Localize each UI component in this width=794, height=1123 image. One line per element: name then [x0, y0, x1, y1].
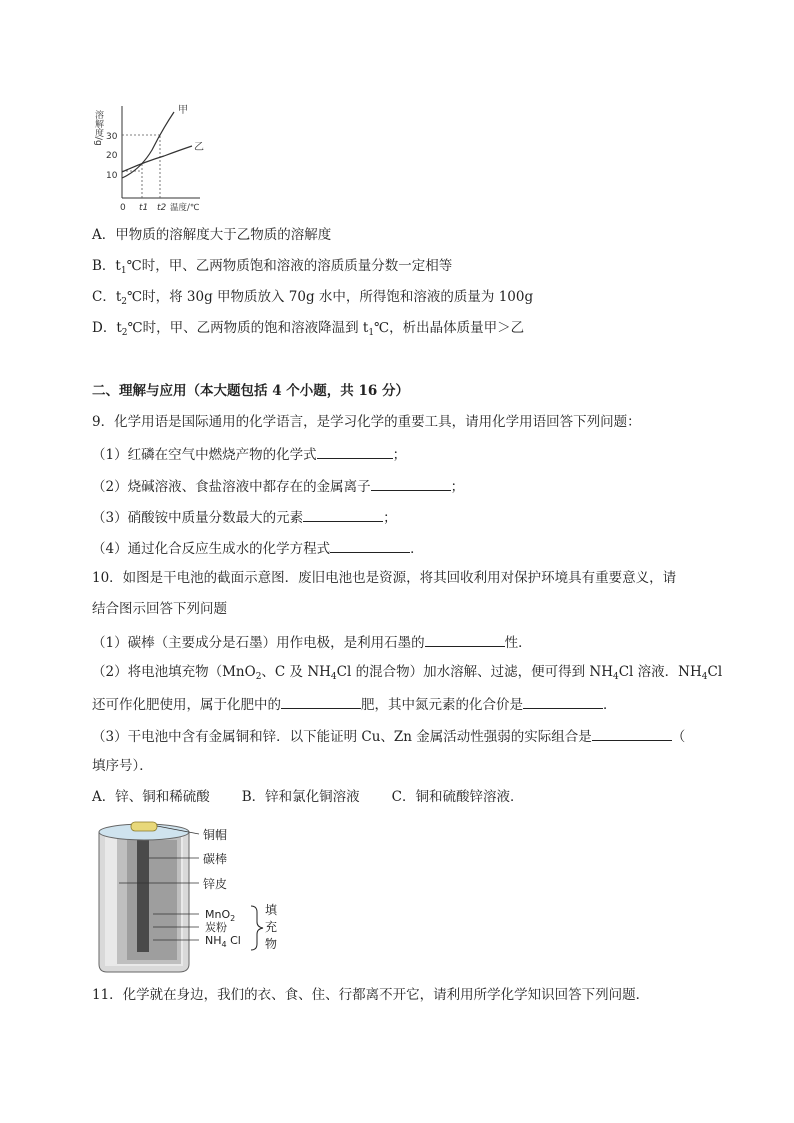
carbon-rod: [137, 834, 149, 952]
q10-part3-line2: 填序号）．: [92, 758, 153, 774]
answer-blank[interactable]: [281, 694, 361, 709]
y-tick-30: 30: [106, 132, 118, 142]
section-title: 二、理解与应用（本大题包括 4 个小题，共 16 分）: [92, 383, 409, 399]
option-d: D．$t_2℃$时，甲、乙两物质的饱和溶液降温到 $t_1℃$，析出晶体质量甲＞乙: [92, 320, 525, 338]
filler-char-2: 充: [265, 920, 278, 934]
q10-option-c: C．铜和硫酸锌溶液．: [391, 789, 524, 805]
label-jia: 甲: [178, 105, 188, 116]
q9-stem: 9．化学用语是国际通用的化学语言，是学习化学的重要工具，请用化学用语回答下列问题：: [92, 414, 641, 430]
label-nh4cl: $NH_4$ Cl: [205, 934, 241, 949]
label-copper-cap: 铜帽: [203, 828, 228, 842]
label-mno2: MnO$_2$: [205, 908, 236, 923]
q10-stem-line2: 结合图示回答下列问题: [92, 601, 227, 617]
filler-char-3: 物: [265, 937, 278, 951]
label-carbon-rod: 碳棒: [203, 852, 228, 866]
option-a: A．甲物质的溶解度大于乙物质的溶解度: [92, 227, 332, 243]
x-tick-t2: t2: [157, 203, 167, 213]
label-yi: 乙: [194, 142, 204, 153]
answer-blank[interactable]: [592, 726, 672, 741]
origin-label: 0: [120, 203, 126, 213]
q9-part3: （3）硝酸铵中质量分数最大的元素 ；: [92, 507, 397, 527]
filler-char-1: 填: [265, 903, 278, 917]
option-c: C．$t_2℃$时，将 30g 甲物质放入 70g 水中，所得饱和溶液的质量为 100g: [92, 289, 534, 307]
answer-blank[interactable]: [303, 507, 383, 522]
answer-blank[interactable]: [425, 632, 505, 647]
copper-cap: [131, 822, 157, 831]
battery-diagram: [93, 814, 281, 976]
graph-ylabel: 溶解度/g: [93, 110, 103, 146]
answer-blank[interactable]: [523, 694, 603, 709]
q9-part2: （2）烧碱溶液、食盐溶液中都存在的金属离子 ；: [92, 476, 464, 496]
y-tick-10: 10: [106, 171, 118, 181]
q10-options: [92, 788, 524, 806]
label-carbon-powder: 炭粉: [205, 921, 227, 934]
q10-part2-line1: （2）将电池填充物（MnO$_2$、C 及 $NH_4Cl$ 的混合物）加水溶解、过滤，便可得到 $NH_4Cl$ 溶液．$NH_4Cl$: [92, 664, 723, 682]
answer-blank[interactable]: [330, 538, 410, 553]
q10-option-a: A．锌、铜和稀硫酸: [92, 789, 210, 805]
q10-part1: （1）碳棒（主要成分是石墨）用作电极，是利用石墨的 性．: [92, 632, 532, 652]
option-b: B．$t_1℃$时，甲、乙两物质饱和溶液的溶质质量分数一定相等: [92, 258, 453, 276]
x-tick-t1: t1: [139, 203, 149, 213]
solubility-graph: [92, 102, 210, 214]
y-tick-20: 20: [106, 151, 118, 161]
q11-stem: 11．化学就在身边，我们的衣、食、住、行都离不开它，请利用所学化学知识回答下列问题．: [92, 987, 650, 1003]
q9-part1: （1）红磷在空气中燃烧产物的化学式 ；: [92, 444, 406, 464]
answer-blank[interactable]: [317, 444, 393, 459]
graph-xlabel: 温度/℃: [170, 203, 200, 213]
q10-part3-line1: （3）干电池中含有金属铜和锌．以下能证明 Cu、Zn 金属活动性强弱的实际组合是 （: [92, 726, 685, 746]
q9-part4: （4）通过化合反应生成水的化学方程式 ．: [92, 538, 424, 558]
answer-blank[interactable]: [371, 476, 451, 491]
label-zinc-skin: 锌皮: [203, 877, 228, 891]
q10-part2-line2: 还可作化肥使用，属于化肥中的 肥，其中氮元素的化合价是 ．: [92, 694, 617, 714]
q10-stem-line1: 10．如图是干电池的截面示意图．废旧电池也是资源，将其回收利用对保护环境具有重要意义，请: [92, 570, 677, 586]
q10-option-b: B．锌和氯化铜溶液: [241, 789, 360, 805]
